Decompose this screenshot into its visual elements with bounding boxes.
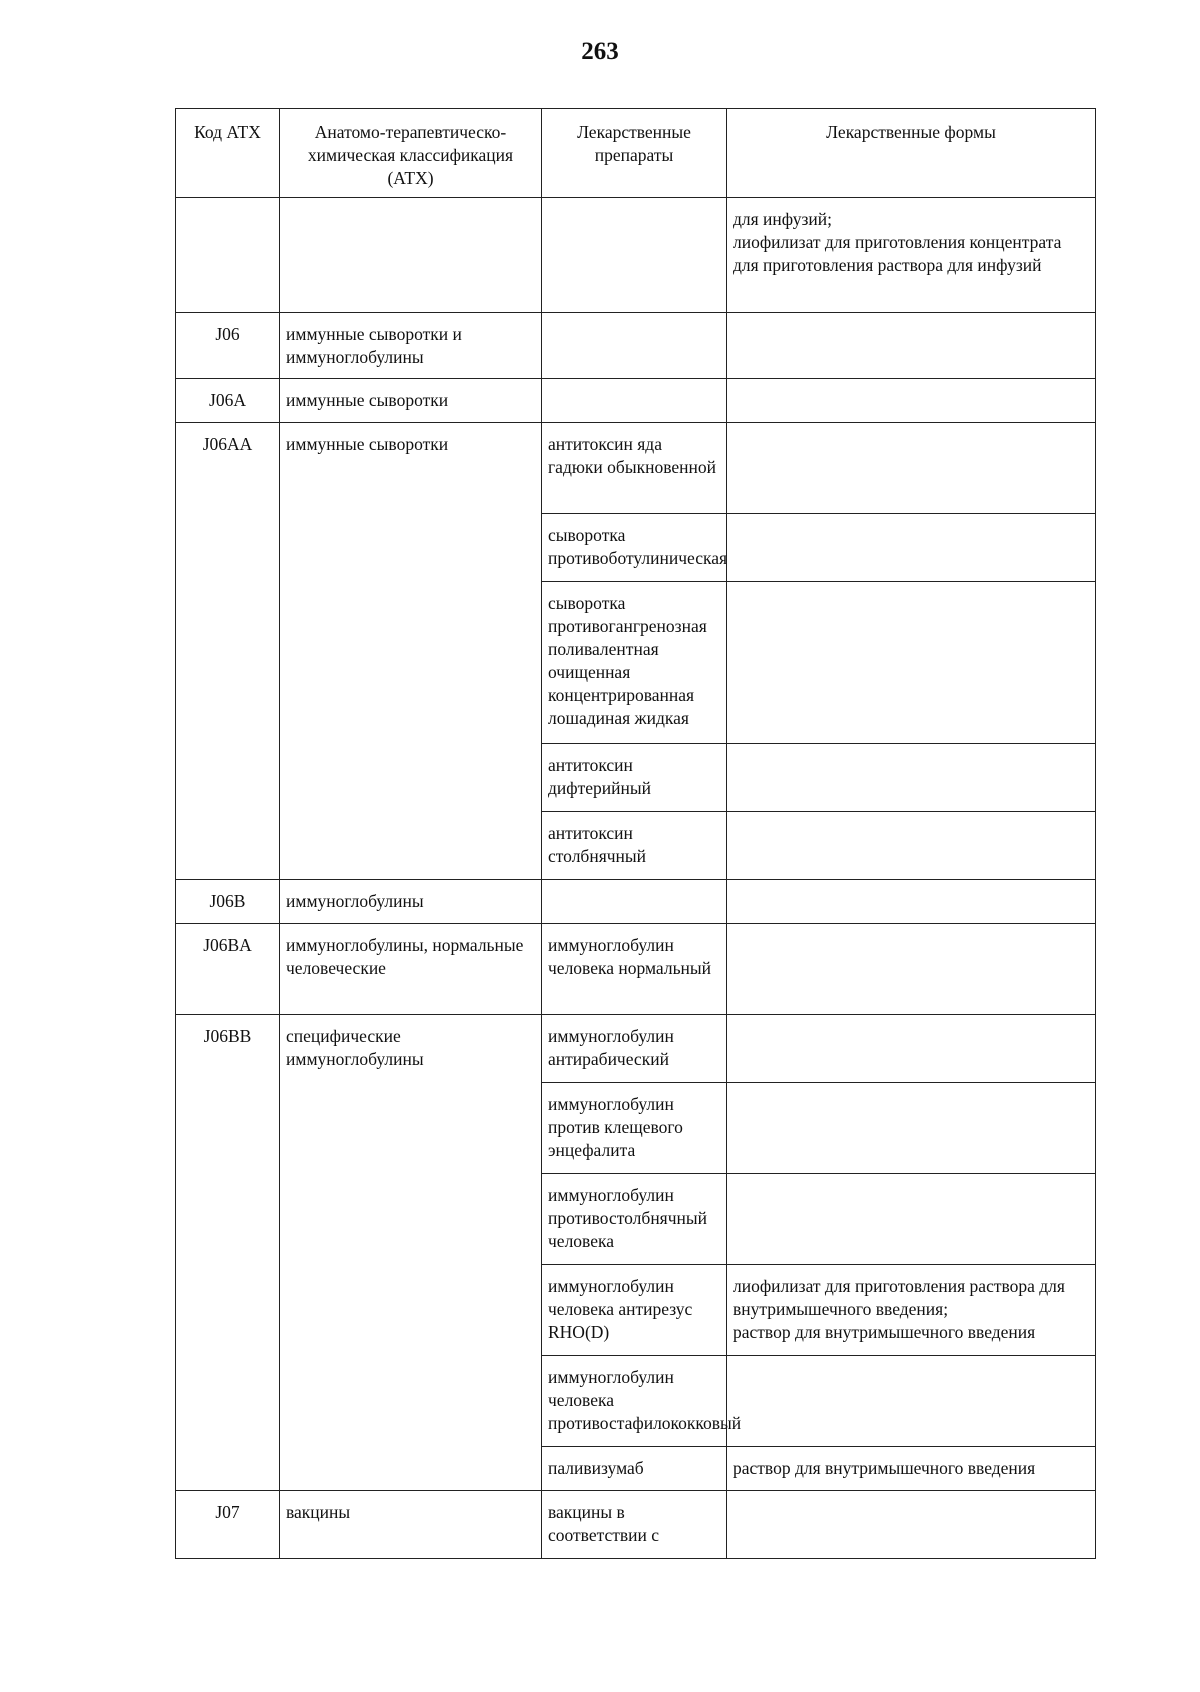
header-code: Код АТХ xyxy=(176,109,280,198)
atx-table xyxy=(175,108,1096,1559)
drug-cell xyxy=(542,313,727,379)
table-row xyxy=(176,880,1096,924)
header-drugs: Лекарственные препараты xyxy=(542,109,727,198)
forms-cell xyxy=(727,880,1096,924)
header-classification: Анатомо-терапевтическо-химическая классификация (АТХ) xyxy=(280,109,542,198)
drug-cell: иммуноглобулин человека противостафилококковый xyxy=(542,1356,727,1447)
drug-cell xyxy=(542,379,727,423)
code-cell: J06AA xyxy=(176,423,280,880)
table-header-row xyxy=(176,109,1096,198)
forms-cell xyxy=(727,744,1096,812)
forms-cell: для инфузий; лиофилизат для приготовления концентрата для приготовления раствора для инфузий xyxy=(727,198,1096,313)
table-row xyxy=(176,423,1096,514)
drug-cell: антитоксин столбнячный xyxy=(542,812,727,880)
drug-cell: иммуноглобулин антирабический xyxy=(542,1015,727,1083)
forms-cell xyxy=(727,1356,1096,1447)
drug-cell: иммуноглобулин против клещевого энцефалита xyxy=(542,1083,727,1174)
forms-cell xyxy=(727,924,1096,1015)
forms-cell xyxy=(727,423,1096,514)
classification-cell: вакцины xyxy=(280,1491,542,1559)
header-forms: Лекарственные формы xyxy=(727,109,1096,198)
drug-cell xyxy=(542,198,727,313)
classification-cell: иммунные сыворотки xyxy=(280,423,542,880)
code-cell: J06 xyxy=(176,313,280,379)
forms-cell xyxy=(727,1174,1096,1265)
drug-cell: паливизумаб xyxy=(542,1447,727,1491)
classification-cell: иммунные сыворотки xyxy=(280,379,542,423)
classification-cell: иммунные сыворотки и иммуноглобулины xyxy=(280,313,542,379)
classification-cell: иммуноглобулины, нормальные человеческие xyxy=(280,924,542,1015)
classification-cell: иммуноглобулины xyxy=(280,880,542,924)
drug-cell: антитоксин дифтерийный xyxy=(542,744,727,812)
code-cell: J06BB xyxy=(176,1015,280,1491)
table-row xyxy=(176,924,1096,1015)
drug-cell: сыворотка противогангренозная поливалентная очищенная концентрированная лошадиная жидкая xyxy=(542,582,727,744)
code-cell: J06B xyxy=(176,880,280,924)
forms-cell xyxy=(727,812,1096,880)
classification-cell: специфические иммуноглобулины xyxy=(280,1015,542,1491)
drug-cell: иммуноглобулин человека антирезус RHO(D) xyxy=(542,1265,727,1356)
forms-cell xyxy=(727,514,1096,582)
forms-cell xyxy=(727,582,1096,744)
drug-cell: иммуноглобулин противостолбнячный человека xyxy=(542,1174,727,1265)
code-cell xyxy=(176,198,280,313)
forms-cell xyxy=(727,1015,1096,1083)
drug-cell: вакцины в соответствии с xyxy=(542,1491,727,1559)
table-row xyxy=(176,198,1096,313)
drug-cell: иммуноглобулин человека нормальный xyxy=(542,924,727,1015)
drug-cell xyxy=(542,880,727,924)
drug-cell: сыворотка противоботулиническая xyxy=(542,514,727,582)
forms-cell xyxy=(727,1491,1096,1559)
forms-cell xyxy=(727,313,1096,379)
code-cell: J06BA xyxy=(176,924,280,1015)
page-number: 263 xyxy=(581,38,619,65)
forms-cell xyxy=(727,1083,1096,1174)
code-cell: J06A xyxy=(176,379,280,423)
forms-cell: раствор для внутримышечного введения xyxy=(727,1447,1096,1491)
table-row xyxy=(176,379,1096,423)
drug-cell: антитоксин яда гадюки обыкновенной xyxy=(542,423,727,514)
forms-cell xyxy=(727,379,1096,423)
table-row xyxy=(176,313,1096,379)
forms-cell: лиофилизат для приготовления раствора для внутримышечного введения; раствор для внутримышечного введения xyxy=(727,1265,1096,1356)
code-cell: J07 xyxy=(176,1491,280,1559)
table-row xyxy=(176,1491,1096,1559)
table-row xyxy=(176,1015,1096,1083)
classification-cell xyxy=(280,198,542,313)
